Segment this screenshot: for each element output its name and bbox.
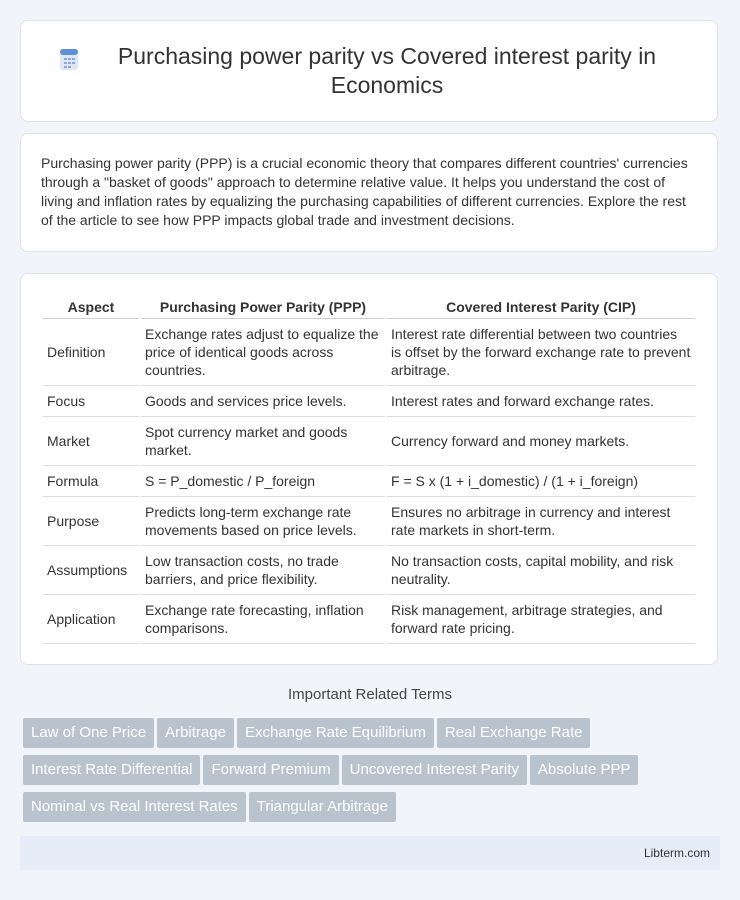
- cell-cip: Currency forward and money markets.: [387, 417, 695, 466]
- cell-aspect: Assumptions: [43, 546, 139, 595]
- cell-ppp: Exchange rate forecasting, inflation comparisons.: [141, 595, 385, 644]
- table-row: [43, 417, 695, 466]
- cell-aspect: Definition: [43, 319, 139, 386]
- table-header-row: [43, 292, 695, 319]
- document-icon: [56, 46, 82, 72]
- cell-ppp: Spot currency market and goods market.: [141, 417, 385, 466]
- cell-cip: Interest rates and forward exchange rates.: [387, 386, 695, 417]
- title-card: [20, 20, 718, 122]
- related-terms-list: [23, 718, 723, 829]
- footer-brand-link[interactable]: Libterm.com: [643, 846, 710, 860]
- table-row: [43, 319, 695, 386]
- footer: [20, 836, 720, 870]
- related-term-tag[interactable]: Nominal vs Real Interest Rates: [23, 792, 246, 822]
- cell-ppp: S = P_domestic / P_foreign: [141, 466, 385, 497]
- cell-cip: Ensures no arbitrage in currency and interest rate markets in short-term.: [387, 497, 695, 546]
- cell-aspect: Purpose: [43, 497, 139, 546]
- page-title: Purchasing power parity vs Covered interest parity in Economics: [117, 43, 657, 98]
- cell-aspect: Formula: [43, 466, 139, 497]
- comparison-table: [41, 292, 697, 644]
- header-aspect: Aspect: [43, 292, 139, 319]
- related-term-tag[interactable]: Real Exchange Rate: [437, 718, 591, 748]
- title-wrap: [49, 42, 689, 100]
- cell-ppp: Exchange rates adjust to equalize the price of identical goods across countries.: [141, 319, 385, 386]
- header-ppp: Purchasing Power Parity (PPP): [141, 292, 385, 319]
- cell-aspect: Application: [43, 595, 139, 644]
- table-row: [43, 386, 695, 417]
- cell-cip: Interest rate differential between two countries is offset by the forward exchange rate to prevent arbitrage.: [387, 319, 695, 386]
- cell-cip: F = S x (1 + i_domestic) / (1 + i_foreign): [387, 466, 695, 497]
- header-cip: Covered Interest Parity (CIP): [387, 292, 695, 319]
- cell-aspect: Focus: [43, 386, 139, 417]
- related-term-tag[interactable]: Interest Rate Differential: [23, 755, 200, 785]
- cell-aspect: Market: [43, 417, 139, 466]
- related-term-tag[interactable]: Forward Premium: [203, 755, 338, 785]
- cell-ppp: Predicts long-term exchange rate movements based on price levels.: [141, 497, 385, 546]
- table-row: [43, 546, 695, 595]
- cell-ppp: Low transaction costs, no trade barriers, and price flexibility.: [141, 546, 385, 595]
- table-row: [43, 497, 695, 546]
- cell-cip: Risk management, arbitrage strategies, and forward rate pricing.: [387, 595, 695, 644]
- cell-ppp: Goods and services price levels.: [141, 386, 385, 417]
- table-row: [43, 466, 695, 497]
- comparison-card: [20, 273, 718, 665]
- related-term-tag[interactable]: Uncovered Interest Parity: [342, 755, 527, 785]
- table-row: [43, 595, 695, 644]
- intro-text: Purchasing power parity (PPP) is a crucial economic theory that compares different countries' currencies through a "basket of goods" approach to determine relative value. It helps you understand the cost of living and inflation rates by equalizing the purchasing capabilities of different currencies. Explore the rest of the article to see how PPP impacts global trade and investment decisions.: [41, 155, 688, 228]
- related-term-tag[interactable]: Arbitrage: [157, 718, 234, 748]
- cell-cip: No transaction costs, capital mobility, and risk neutrality.: [387, 546, 695, 595]
- related-term-tag[interactable]: Exchange Rate Equilibrium: [237, 718, 434, 748]
- related-term-tag[interactable]: Triangular Arbitrage: [249, 792, 396, 822]
- intro-card: [20, 133, 718, 252]
- related-terms-title: Important Related Terms: [288, 686, 452, 703]
- related-term-tag[interactable]: Law of One Price: [23, 718, 154, 748]
- related-term-tag[interactable]: Absolute PPP: [530, 755, 639, 785]
